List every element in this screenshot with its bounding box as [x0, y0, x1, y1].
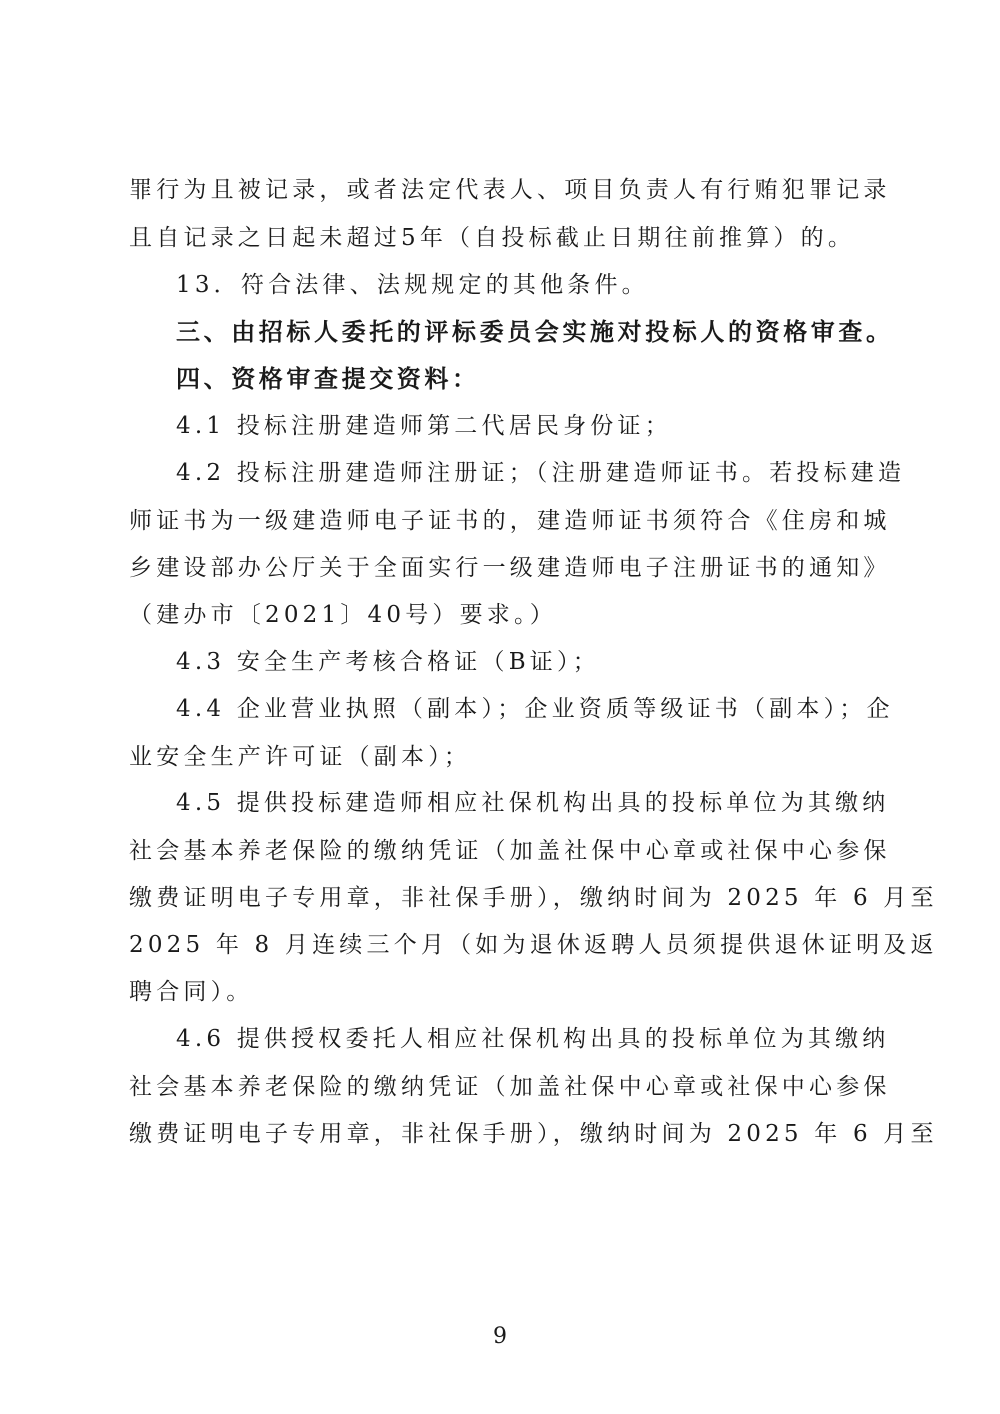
text-line: 13．符合法律、法规规定的其他条件。 — [176, 272, 649, 298]
page-number: 9 — [493, 1324, 507, 1349]
text-line: 社会基本养老保险的缴纳凭证（加盖社保中心章或社保中心参保 — [129, 838, 891, 864]
text-line: 乡建设部办公厅关于全面实行一级建造师电子注册证书的通知》 — [129, 555, 891, 581]
text-line: 聘合同）。 — [129, 979, 254, 1005]
text-line: 业安全生产许可证（副本）； — [129, 744, 472, 770]
list-item: 4.6 提供授权委托人相应社保机构出具的投标单位为其缴纳 — [176, 1026, 890, 1052]
text-line: 罪行为且被记录，或者法定代表人、项目负责人有行贿犯罪记录 — [129, 177, 891, 203]
text-line: 且自记录之日起未超过5年（自投标截止日期往前推算）的。 — [129, 225, 856, 251]
list-item: 4.1 投标注册建造师第二代居民身份证； — [176, 413, 672, 439]
text-line: （建办市〔2021〕40号）要求。） — [129, 602, 557, 628]
list-item: 4.5 提供投标建造师相应社保机构出具的投标单位为其缴纳 — [176, 790, 890, 816]
list-item: 4.4 企业营业执照（副本）；企业资质等级证书（副本）；企 — [176, 696, 894, 722]
text-line: 缴费证明电子专用章，非社保手册），缴纳时间为 2025 年 6 月至 — [129, 885, 938, 911]
text-line: 社会基本养老保险的缴纳凭证（加盖社保中心章或社保中心参保 — [129, 1074, 891, 1100]
section-heading: 四、资格审查提交资料： — [176, 365, 480, 393]
section-heading: 三、由招标人委托的评标委员会实施对投标人的资格审查。 — [176, 318, 894, 346]
list-item: 4.3 安全生产考核合格证（B证）； — [176, 649, 600, 675]
text-line: 2025 年 8 月连续三个月（如为退休返聘人员须提供退休证明及返 — [129, 932, 938, 958]
text-line: 师证书为一级建造师电子证书的，建造师证书须符合《住房和城 — [129, 508, 891, 534]
list-item: 4.2 投标注册建造师注册证；（注册建造师证书。若投标建造 — [176, 460, 906, 486]
text-line: 缴费证明电子专用章，非社保手册），缴纳时间为 2025 年 6 月至 — [129, 1121, 938, 1147]
